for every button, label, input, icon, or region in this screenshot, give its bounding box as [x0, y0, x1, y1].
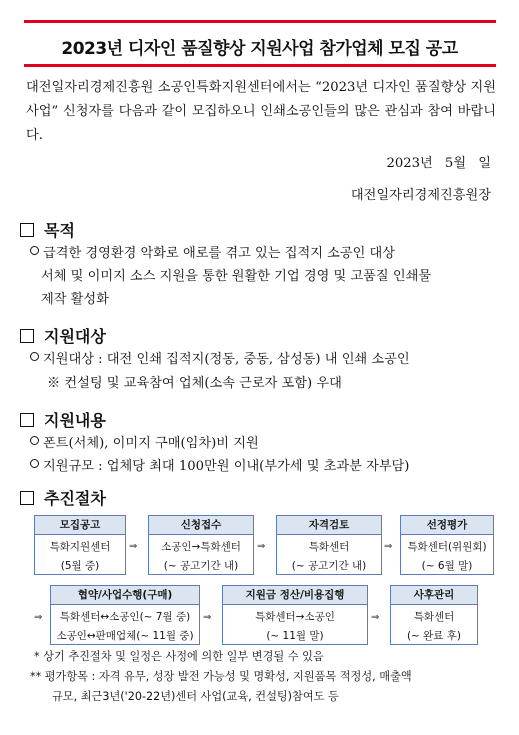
section-content-heading: 지원내용 — [20, 408, 106, 431]
arrow-icon: ⇒ — [384, 541, 393, 552]
step-recruit-notice: 모집공고 특화지원센터 (5월 중) — [34, 515, 126, 575]
section-purpose-heading: 목적 — [20, 218, 75, 241]
arrow-icon: ⇒ — [257, 541, 266, 552]
arrow-icon: ⇒ — [34, 612, 43, 623]
issuing-organization: 대전일자리경제진흥원장 — [350, 188, 491, 203]
step-selection-evaluation: 선정평가 특화센터(위원회) (~ 6월 말) — [400, 515, 494, 575]
square-bullet-icon — [20, 329, 34, 343]
step-qualification-review: 자격검토 특화센터 (~ 공고기간 내) — [276, 515, 382, 575]
section-target-heading: 지원대상 — [20, 324, 106, 347]
purpose-line-1: 급격한 경영환경 악화로 애로를 겪고 있는 집적지 소공인 대상 — [30, 243, 395, 265]
purpose-line-2: 서체 및 이미지 소스 지원을 통한 원활한 기업 경영 및 고품질 인쇄물 — [41, 269, 432, 284]
announcement-date: 2023년 5월 일 — [386, 156, 491, 171]
step-follow-up: 사후관리 특화센터 (~ 완료 후) — [390, 585, 478, 645]
square-bullet-icon — [20, 491, 34, 505]
step-agreement-execution: 협약/사업수행(구매) 특화센터↔소공인(~ 7월 중) 소공인↔판매업체(~ 11월 중) — [50, 585, 200, 645]
top-red-rule — [24, 20, 496, 23]
purpose-line-3: 제작 활성화 — [41, 292, 109, 307]
content-line-2: 지원규모 : 업체당 최대 100만원 이내(부가세 및 초과분 자부담) — [30, 456, 409, 478]
arrow-icon: ⇒ — [371, 612, 380, 623]
intro-paragraph: 대전일자리경제진흥원 소공인특화지원센터에서는 “2023년 디자인 품질향상 지원사업” 신청자를 다음과 같이 모집하오니 인쇄소공인들의 많은 관심과 참여 바랍니다. — [26, 80, 496, 143]
square-bullet-icon — [20, 413, 34, 427]
target-line-2: ※ 컨설팅 및 교육참여 업체(소속 근로자 포함) 우대 — [47, 376, 342, 391]
circle-bullet-icon — [30, 246, 39, 255]
step-application: 신청접수 소공인→특화센터 (~ 공고기간 내) — [148, 515, 254, 575]
circle-bullet-icon — [30, 459, 39, 468]
arrow-icon: ⇒ — [203, 612, 212, 623]
note-schedule-change: * 상기 추진절차 및 일정은 사정에 의한 일부 변경될 수 있음 — [34, 650, 324, 663]
square-bullet-icon — [20, 223, 34, 237]
circle-bullet-icon — [30, 352, 39, 361]
arrow-icon: ⇒ — [129, 541, 138, 552]
step-settlement: 지원금 정산/비용집행 특화센터→소공인 (~ 11월 말) — [222, 585, 368, 645]
content-line-1: 폰트(서체), 이미지 구매(임차)비 지원 — [30, 433, 259, 455]
bottom-red-rule — [24, 64, 496, 67]
target-line-1: 지원대상 : 대전 인쇄 집적지(정동, 중동, 삼성동) 내 인쇄 소공인 — [30, 349, 410, 371]
note-evaluation-items-cont: 규모, 최근3년('20-22년)센터 사업(교육, 컨설팅)참여도 등 — [52, 690, 339, 703]
page-title: 2023년 디자인 품질향상 지원사업 참가업체 모집 공고 — [61, 39, 458, 59]
note-evaluation-items: ** 평가항목 : 자격 유무, 성장 발전 가능성 및 명확성, 지원품목 적정성, 매출액 — [30, 670, 412, 683]
circle-bullet-icon — [30, 436, 39, 445]
section-procedure-heading: 추진절차 — [20, 486, 106, 509]
